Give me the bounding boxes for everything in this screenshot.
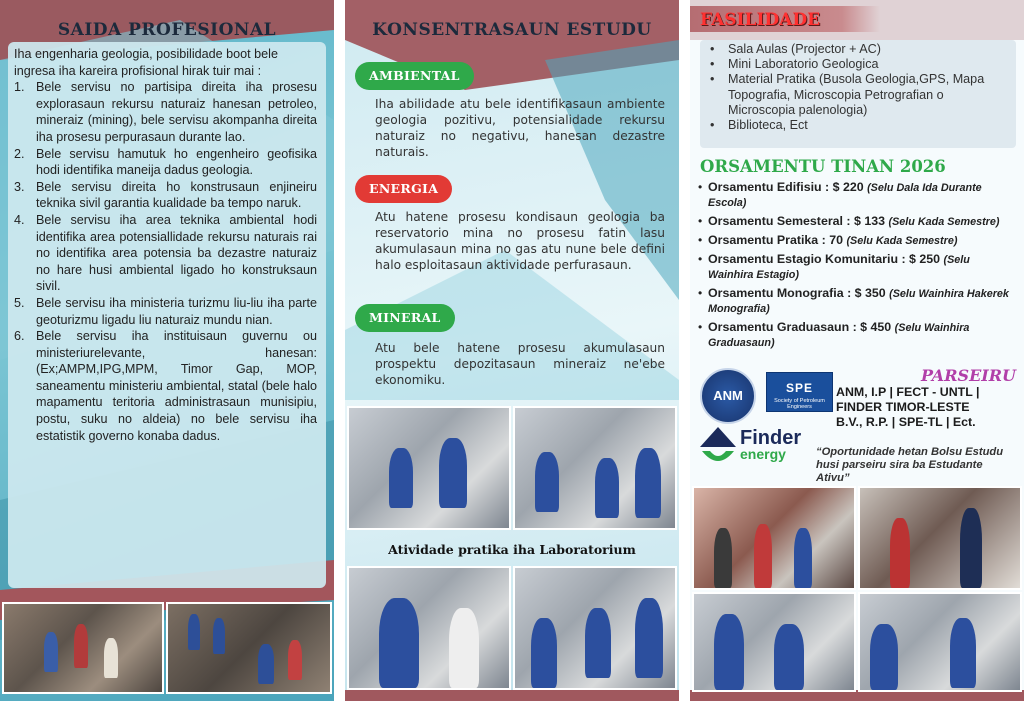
lab-photo-2	[513, 406, 677, 530]
intro-text: Iha engenharia geologia, posibilidade boot bele ingresa iha kareira profisional hirak tuir mai :	[14, 47, 278, 78]
list-item: 2. Bele servisu hamutuk ho engenheiro geofisika hodi identifika maneija dadus geologia.	[14, 146, 317, 178]
list-item: • Orsamentu Edifisiu : $ 220 (Selu Dala Ida Durante Escola)	[698, 180, 982, 209]
fasilidade-title: FASILIDADE	[700, 10, 821, 30]
list-item: • Orsamentu Pratika : 70 (Selu Kada Semestre)	[698, 233, 958, 247]
lab-caption: Atividade pratika iha Laboratorium	[388, 542, 636, 557]
panel-title: KONSENTRASAUN ESTUDU	[372, 20, 652, 40]
lab-photo-3	[347, 566, 511, 690]
panel-konsentrasaun	[345, 0, 679, 701]
career-card	[8, 42, 326, 588]
list-item: • Orsamentu Estagio Komunitariu : $ 250 (Selu Wainhira Estagio)	[698, 252, 970, 281]
mineral-text: Atu bele hatene prosesu akumulasaun prospektu depozitasaun mineraiz ne'ebe ekonomiku.	[375, 341, 665, 387]
list-item: • Orsamentu Graduasaun : $ 450 (Selu Wainhira Graduasaun)	[698, 320, 970, 349]
panel-title: SAIDA PROFESIONAL	[57, 20, 277, 40]
scholarship-quote: “Oportunidade hetan Bolsu Estudu husi parseiru sira ba Estudante Ativu”	[816, 446, 1004, 484]
list-item: • Biblioteca, Ect	[710, 118, 808, 133]
orsamentu-title: ORSAMENTU TINAN 2026	[700, 157, 946, 176]
anm-logo: ANM	[700, 368, 756, 424]
field-photo-rock	[2, 602, 164, 694]
list-item: • Material Pratika (Busola Geologia,GPS, Mapa Topografia, Microscopia Petrografian o Microscopia palenologia)	[710, 72, 985, 117]
list-item: • Mini Laboratorio Geologica	[710, 57, 879, 72]
tag-ambiental: AMBIENTAL	[355, 62, 474, 90]
lab-photo-4	[513, 566, 677, 690]
group-photo-3	[692, 592, 856, 692]
field-photo-group	[166, 602, 332, 694]
list-item: • Orsamentu Semesteral : $ 133 (Selu Kada Semestre)	[698, 214, 1000, 228]
panel-fasilidade	[690, 0, 1024, 701]
fasilidade-list	[710, 42, 1010, 133]
panel-saida-profesional	[0, 0, 334, 701]
lab-photo-1	[347, 406, 511, 530]
list-item: 3. Bele servisu direita ho konstrusaun enjineiru teknika sivil garantia kualidade ba tempo naruk.	[14, 179, 317, 211]
list-item: 1. Bele servisu no partisipa direita iha prosesu explorasaun rekursu naturaiz hanesan petroleo, mineraiz (mining), bele servisu akompanha direita iha prosesu perpurasaun durante lao.	[14, 80, 317, 144]
tag-energia: ENERGIA	[355, 175, 452, 203]
partners-text: ANM, I.P | FECT - UNTL | FINDER TIMOR-LESTE B.V., R.P. | SPE-TL | Ect.	[836, 385, 980, 429]
list-item: 5. Bele servisu iha ministeria turizmu liu-liu iha parte geoturizmu ligadu liu naturaiz mundu nian.	[14, 295, 317, 327]
fasilidade-card	[700, 40, 1016, 148]
tag-mineral: MINERAL	[355, 304, 455, 332]
finder-logo-icon	[698, 425, 738, 471]
spe-logo: SPE Society of Petroleum Engineers	[766, 372, 833, 412]
orsamentu-list	[698, 180, 1018, 354]
career-list	[14, 79, 317, 444]
list-item: 4. Bele servisu iha area teknika ambiental hodi identifika area potensiallidade rekursu naturais rai no identifika area potensia ba dezastre naturaiz no hare husi ambiental ligado ho konstruksaun sivil.	[14, 212, 317, 294]
list-item: 6. Bele servisu iha instituisaun guvernu ou ministeriurelevante, hanesan: (Ex;AMPM,IPG,MPM, Timor Gap, MOP, saneamentu ministeriu ambiental, statal (bele halo mapamentu teritoria administrasaun munisipiu, postu, suku no aldeia) no bele servisu iha estatistik governo konaba dadus.	[14, 329, 317, 443]
finder-logo: Finder energy	[740, 427, 802, 462]
ambiental-text: Iha abilidade atu bele identifikasaun ambiente geologia pozitivu, potensialidade rekursu naturaiz no negativu, hanesan dezastre naturais.	[375, 97, 665, 159]
group-photo-4	[858, 592, 1022, 692]
list-item: • Orsamentu Monografia : $ 350 (Selu Wainhira Hakerek Monografia)	[698, 286, 1009, 315]
energia-text: Atu hatene prosesu kondisaun geologia ba reservatorio mina no prosesu fatin lasu akumulasaun mina no gas atu nune bele defini halo esploitasaun aktividade perfurasaun.	[375, 210, 665, 272]
fasilidade-banner	[690, 6, 880, 32]
group-photo-2	[858, 486, 1022, 590]
parseiru-title: PARSEIRU	[920, 366, 1016, 385]
group-photo-1	[692, 486, 856, 590]
list-item: • Sala Aulas (Projector + AC)	[710, 42, 881, 56]
